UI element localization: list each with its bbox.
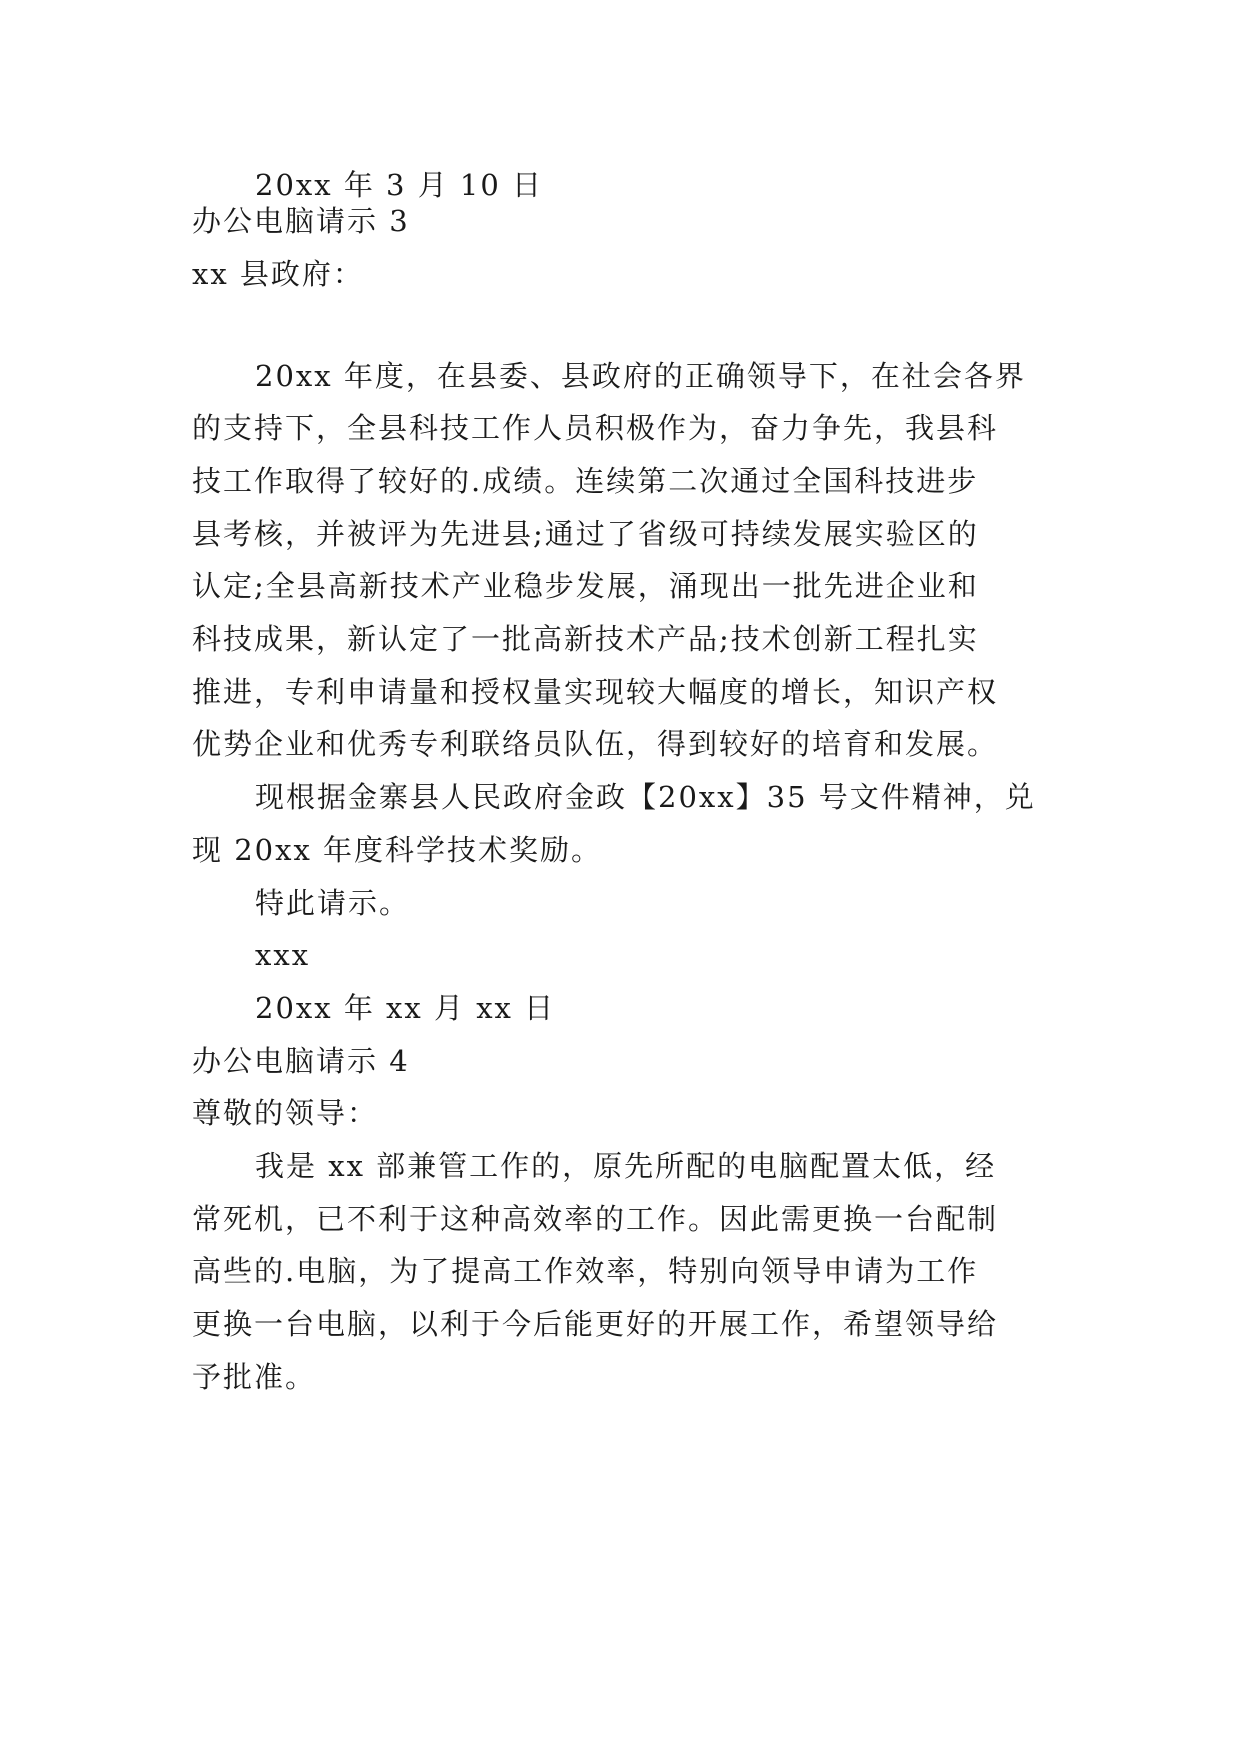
letter-3-para2-line: 现 20xx 年度科学技术奖励。	[192, 833, 603, 867]
letter-4-body-line: 常死机，已不利于这种高效率的工作。因此需更换一台配制	[192, 1202, 999, 1236]
letter-3-signature: xxx	[255, 938, 311, 972]
letter-2-date: 20xx 年 3 月 10 日	[255, 168, 544, 202]
letter-4-body-line: 更换一台电脑，以利于今后能更好的开展工作，希望领导给	[192, 1307, 999, 1341]
letter-3-body-line: 技工作取得了较好的.成绩。连续第二次通过全国科技进步	[192, 464, 979, 498]
letter-4-body-line: 高些的.电脑，为了提高工作效率，特别向领导申请为工作	[192, 1254, 979, 1288]
letter-3-body-line: 的支持下，全县科技工作人员积极作为，奋力争先，我县科	[192, 411, 999, 445]
letter-3-heading: 办公电脑请示 3	[192, 204, 410, 238]
letter-3-body-line: 推进，专利申请量和授权量实现较大幅度的增长，知识产权	[192, 675, 999, 709]
letter-3-body-line: 20xx 年度，在县委、县政府的正确领导下，在社会各界	[255, 359, 1026, 393]
letter-4-heading: 办公电脑请示 4	[192, 1044, 410, 1078]
letter-4-addressee: 尊敬的领导：	[192, 1096, 379, 1130]
letter-4-body-line: 予批准。	[192, 1360, 317, 1394]
letter-3-closing: 特此请示。	[255, 886, 411, 920]
letter-3-body-line: 县考核，并被评为先进县;通过了省级可持续发展实验区的	[192, 517, 979, 551]
letter-3-body-line: 认定;全县高新技术产业稳步发展，涌现出一批先进企业和	[192, 569, 979, 603]
letter-4-body-line: 我是 xx 部兼管工作的，原先所配的电脑配置太低，经	[255, 1149, 997, 1183]
letter-3-para2-line: 现根据金寨县人民政府金政【20xx】35 号文件精神，兑	[255, 780, 1036, 814]
letter-3-sign-date: 20xx 年 xx 月 xx 日	[255, 991, 556, 1025]
letter-3-body-line: 科技成果，新认定了一批高新技术产品;技术创新工程扎实	[192, 622, 979, 656]
letter-3-addressee: xx 县政府：	[192, 257, 364, 291]
letter-3-body-line: 优势企业和优秀专利联络员队伍，得到较好的培育和发展。	[192, 727, 999, 761]
